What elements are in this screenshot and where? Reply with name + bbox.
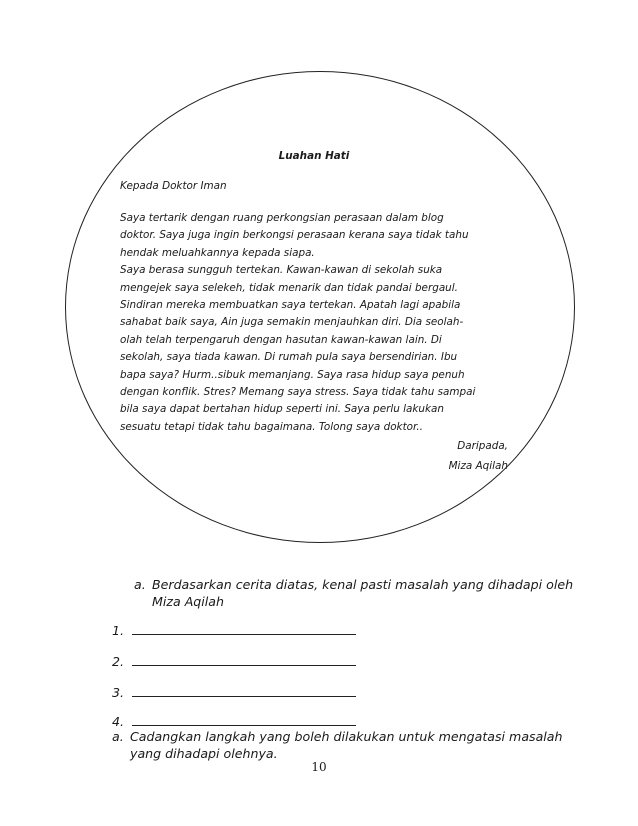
- letter-line: bapa saya? Hurm..sibuk memanjang. Saya rasa hidup saya penuh: [120, 368, 465, 381]
- answer-blank-line[interactable]: [132, 653, 356, 666]
- question-1-label: a.: [134, 577, 146, 592]
- letter-line: hendak meluahkannya kepada siapa.: [120, 246, 315, 259]
- letter-line: mengejek saya selekeh, tidak menarik dan tidak pandai bergaul.: [120, 281, 458, 294]
- answer-blank-line[interactable]: [132, 622, 356, 635]
- letter-sender: Miza Aqilah: [448, 460, 508, 472]
- letter-line: sesuatu tetapi tidak tahu bagaimana. Tolong saya doktor..: [120, 420, 423, 433]
- question-2-line-1: Cadangkan langkah yang boleh dilakukan untuk mengatasi masalah: [130, 729, 563, 744]
- letter-line: Sindiran mereka membuatkan saya tertekan. Apatah lagi apabila: [120, 299, 461, 312]
- letter-line: Saya tertarik dengan ruang perkongsian perasaan dalam blog: [120, 212, 444, 224]
- letter-body: [120, 210, 520, 436]
- answer-row: [112, 713, 356, 729]
- letter-closing: Daripada,: [457, 440, 508, 452]
- answer-row: [112, 622, 356, 638]
- question-2: [112, 728, 572, 764]
- answer-row: [112, 684, 356, 700]
- letter-line: sekolah, saya tiada kawan. Di rumah pula saya bersendirian. Ibu: [120, 351, 458, 364]
- answer-number: 3.: [112, 685, 125, 700]
- letter-salutation: Kepada Doktor Iman: [120, 180, 227, 192]
- letter-line: Saya berasa sungguh tertekan. Kawan-kawan di sekolah suka: [120, 264, 443, 277]
- answer-blank-line[interactable]: [132, 684, 356, 697]
- question-1: [134, 576, 574, 612]
- answer-number: 2.: [112, 654, 125, 669]
- answer-row: [112, 653, 356, 669]
- page-number: 10: [311, 760, 327, 774]
- letter-line: olah telah terpengaruh dengan hasutan kawan-kawan lain. Di: [120, 333, 442, 346]
- question-1-line-1: Berdasarkan cerita diatas, kenal pasti masalah yang dihadapi oleh: [152, 577, 574, 592]
- answer-number: 1.: [112, 623, 125, 638]
- letter-line: doktor. Saya juga ingin berkongsi perasaan kerana saya tidak tahu: [120, 229, 469, 242]
- answer-blank-line[interactable]: [132, 713, 356, 726]
- letter-line: sahabat baik saya, Ain juga semakin menjauhkan diri. Dia seolah-: [120, 316, 464, 329]
- question-2-line-2: yang dihadapi olehnya.: [130, 746, 278, 761]
- letter-line: dengan konflik. Stres? Memang saya stress. Saya tidak tahu sampai: [120, 386, 476, 399]
- answer-number: 4.: [112, 714, 125, 729]
- letter-title: Luahan Hati: [278, 150, 350, 162]
- question-2-label: a.: [112, 729, 124, 744]
- letter-line: bila saya dapat bertahan hidup seperti ini. Saya perlu lakukan: [120, 403, 444, 416]
- question-1-line-2: Miza Aqilah: [152, 594, 225, 609]
